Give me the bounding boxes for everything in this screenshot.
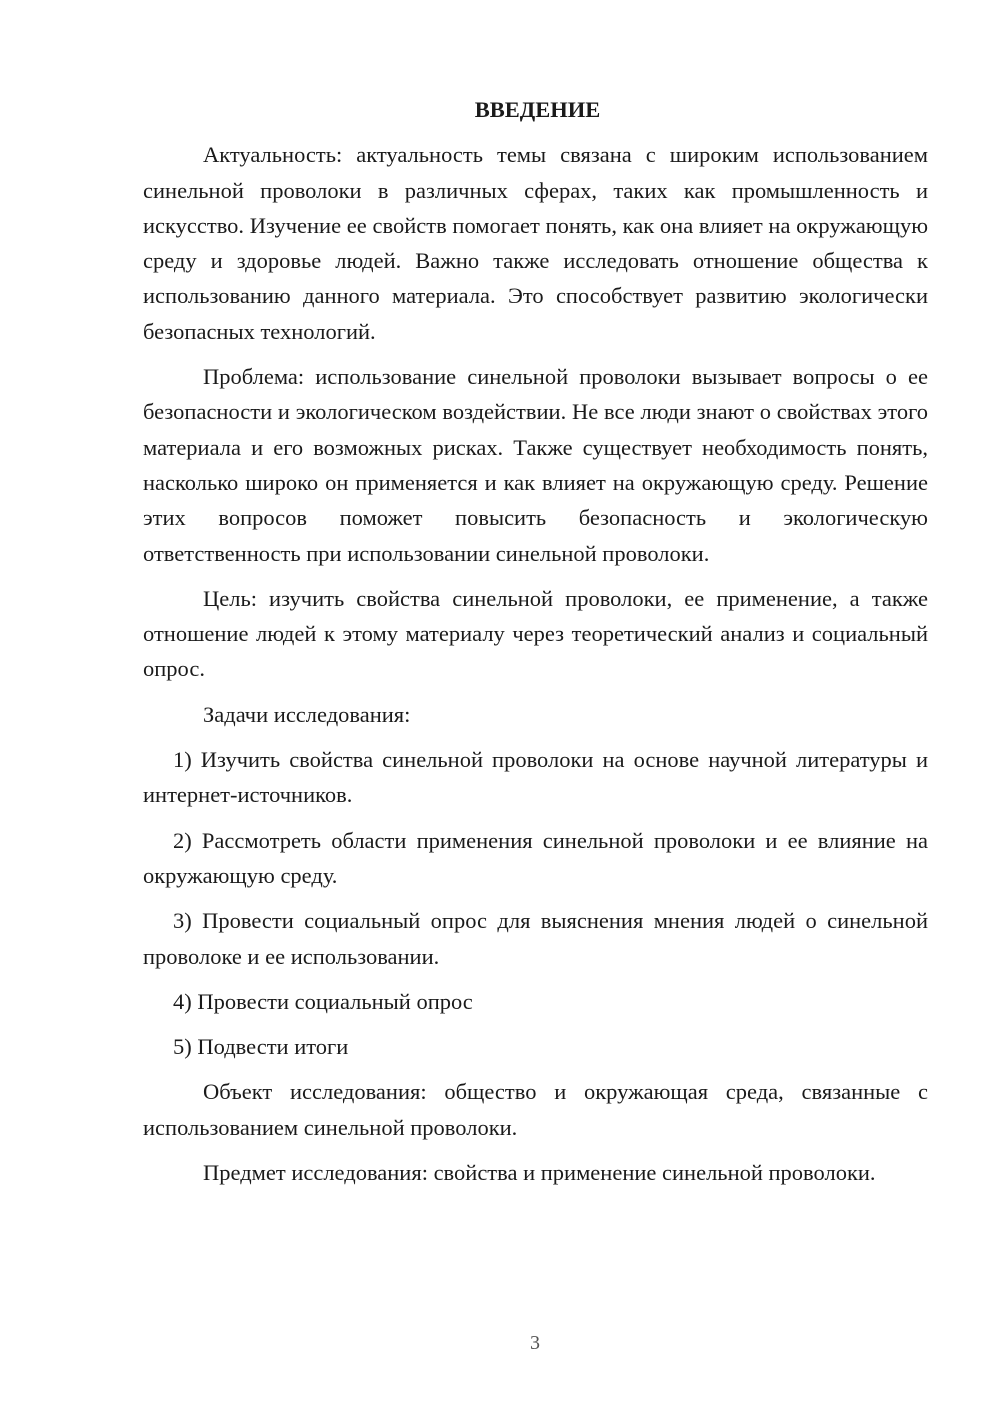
paragraph-subject: Предмет исследования: свойства и применение синельной проволоки. <box>203 1160 876 1186</box>
task-item-4: 4) Провести социальный опрос <box>173 988 473 1014</box>
paragraph-goal: Цель: изучить свойства синельной проволоки, ее применение, а также отношение людей к этому материалу через теоретический анализ и социальный опрос. <box>143 585 928 682</box>
task-item-2: 2) Рассмотреть области применения синельной проволоки и ее влияние на окружающую среду. <box>143 827 928 888</box>
paragraph-problem: Проблема: использование синельной проволоки вызывает вопросы о ее безопасности и экологическом воздействии. Не все люди знают о свойствах этого материала и его возможных рисках. Также существует необходимость понять, насколько широко он применяется и как влияет на окружающую среду. Решение этих вопросов поможет повысить безопасность и экологическую ответственность при использовании синельной проволоки. <box>143 364 928 566</box>
paragraph-tasks-heading: Задачи исследования: <box>203 701 411 727</box>
page-number: 3 <box>530 1332 540 1354</box>
task-item-1: 1) Изучить свойства синельной проволоки на основе научной литературы и интернет-источников. <box>143 747 928 808</box>
page-content <box>143 92 928 1190</box>
page-title: ВВЕДЕНИЕ <box>474 97 601 122</box>
paragraph-relevance: Актуальность: актуальность темы связана с широким использованием синельной проволоки в различных сферах, таких как промышленность и искусство. Изучение ее свойств помогает понять, как она влияет на окружающую среду и здоровье людей. Важно также исследовать отношение общества к использованию данного материала. Это способствует развитию экологически безопасных технологий. <box>143 142 928 344</box>
task-item-3: 3) Провести социальный опрос для выяснения мнения людей о синельной проволоке и ее использовании. <box>143 908 928 969</box>
task-item-5: 5) Подвести итоги <box>173 1034 349 1060</box>
paragraph-object: Объект исследования: общество и окружающая среда, связанные с использованием синельной проволоки. <box>143 1079 928 1140</box>
